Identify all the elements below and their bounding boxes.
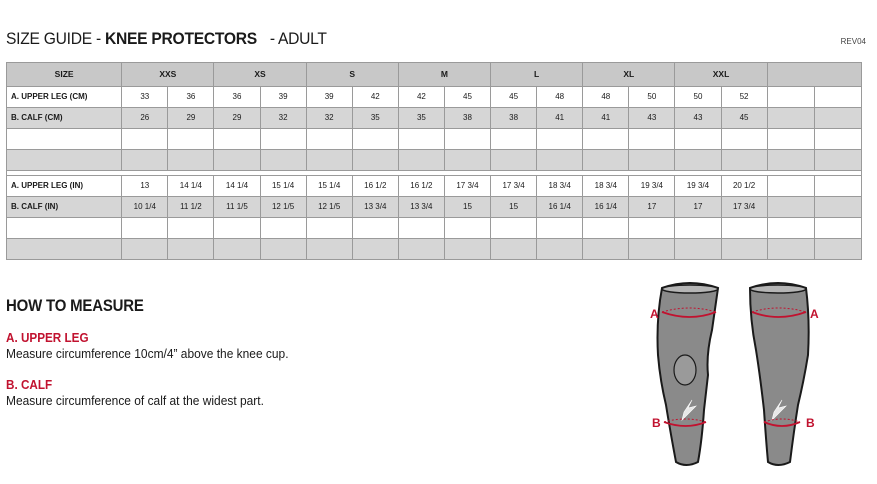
table-cell: 29: [214, 108, 260, 129]
row-label: A. UPPER LEG (CM): [7, 87, 122, 108]
title-audience: - ADULT: [269, 29, 327, 48]
table-cell: 11 1/5: [214, 197, 260, 218]
table-cell-empty: [767, 197, 814, 218]
table-cell-empty: [767, 150, 814, 171]
row-label: B. CALF (IN): [7, 197, 122, 218]
table-row-calf-cm: [7, 108, 862, 129]
table-cell-empty: [814, 197, 861, 218]
table-cell-empty: [814, 150, 861, 171]
table-cell: 12 1/5: [306, 197, 352, 218]
calf-heading: B. CALF: [6, 377, 53, 392]
table-cell: 29: [168, 108, 214, 129]
table-cell-empty: [629, 150, 675, 171]
table-cell-empty: [398, 150, 444, 171]
table-cell-empty: [583, 150, 629, 171]
table-cell-empty: [767, 218, 814, 239]
table-cell-empty: [491, 129, 537, 150]
table-cell-empty: [767, 108, 814, 129]
title-row: [6, 29, 866, 51]
table-cell: 45: [491, 87, 537, 108]
table-cell-empty: [814, 108, 861, 129]
table-cell: 16 1/4: [583, 197, 629, 218]
table-cell-empty: [767, 176, 814, 197]
table-cell-empty: [444, 218, 490, 239]
table-cell-empty: [168, 218, 214, 239]
size-col-m: M: [398, 63, 490, 87]
title-product: KNEE PROTECTORS: [104, 29, 257, 48]
table-cell-empty: [352, 239, 398, 260]
table-cell: 14 1/4: [214, 176, 260, 197]
table-cell: 45: [444, 87, 490, 108]
table-cell-empty: [122, 239, 168, 260]
calf-text: Measure circumference of calf at the widest part.: [6, 393, 264, 408]
table-row-calf-in: [7, 197, 862, 218]
table-cell: 50: [675, 87, 721, 108]
table-cell-empty: [306, 150, 352, 171]
table-cell-empty: [675, 150, 721, 171]
table-cell-empty: [260, 218, 306, 239]
row-label: B. CALF (CM): [7, 108, 122, 129]
table-cell: 17: [629, 197, 675, 218]
knee-protector-diagram-icon: [640, 280, 830, 470]
table-cell: 20 1/2: [721, 176, 767, 197]
table-cell: 13 3/4: [398, 197, 444, 218]
table-cell: 43: [675, 108, 721, 129]
table-cell-empty: [537, 239, 583, 260]
table-cell: 14 1/4: [168, 176, 214, 197]
title-guide: SIZE GUIDE -: [6, 29, 105, 48]
table-row-blank: [7, 218, 862, 239]
table-cell: 48: [583, 87, 629, 108]
table-cell-empty: [352, 150, 398, 171]
table-cell-empty: [814, 87, 861, 108]
table-header-row: [7, 63, 862, 87]
table-cell-empty: [7, 150, 122, 171]
table-cell-empty: [814, 218, 861, 239]
table-cell-empty: [7, 218, 122, 239]
upper-leg-text: Measure circumference 10cm/4” above the knee cup.: [6, 346, 289, 361]
table-cell: 12 1/5: [260, 197, 306, 218]
table-cell-empty: [629, 239, 675, 260]
table-cell-empty: [306, 218, 352, 239]
revision-code: REV04: [840, 37, 866, 46]
table-cell: 17 3/4: [491, 176, 537, 197]
table-cell: 17 3/4: [721, 197, 767, 218]
table-cell-empty: [260, 150, 306, 171]
table-row-blank: [7, 129, 862, 150]
table-cell-empty: [168, 150, 214, 171]
table-cell-empty: [214, 218, 260, 239]
table-row-upper-leg-in: [7, 176, 862, 197]
size-col-empty: [767, 63, 861, 87]
row-label: A. UPPER LEG (IN): [7, 176, 122, 197]
table-cell-empty: [398, 239, 444, 260]
table-cell: 52: [721, 87, 767, 108]
table-cell-empty: [122, 218, 168, 239]
table-cell-empty: [583, 239, 629, 260]
table-cell: 15: [491, 197, 537, 218]
table-cell-empty: [583, 129, 629, 150]
table-cell-empty: [767, 239, 814, 260]
table-cell-empty: [260, 239, 306, 260]
table-cell: 45: [721, 108, 767, 129]
table-cell-empty: [491, 218, 537, 239]
table-cell-empty: [7, 239, 122, 260]
table-cell: 42: [398, 87, 444, 108]
table-cell-empty: [214, 239, 260, 260]
table-cell-empty: [675, 129, 721, 150]
table-cell-empty: [721, 150, 767, 171]
table-cell: 35: [352, 108, 398, 129]
table-row-blank: [7, 150, 862, 171]
label-b-front: B: [652, 416, 661, 430]
table-cell-empty: [122, 129, 168, 150]
table-cell-empty: [444, 150, 490, 171]
table-cell-empty: [214, 150, 260, 171]
table-cell-empty: [767, 87, 814, 108]
size-col-s: S: [306, 63, 398, 87]
table-cell-empty: [168, 129, 214, 150]
table-cell-empty: [814, 239, 861, 260]
table-cell-empty: [444, 239, 490, 260]
table-cell: 39: [306, 87, 352, 108]
calf-instruction: [6, 377, 426, 408]
size-col-xl: XL: [583, 63, 675, 87]
table-cell: 18 3/4: [583, 176, 629, 197]
how-to-measure-title: HOW TO MEASURE: [6, 296, 144, 315]
table-cell: 17 3/4: [444, 176, 490, 197]
table-cell-empty: [491, 150, 537, 171]
table-cell-empty: [398, 218, 444, 239]
table-cell: 11 1/2: [168, 197, 214, 218]
table-cell-empty: [721, 239, 767, 260]
label-b-rear: B: [806, 416, 815, 430]
upper-leg-heading: A. UPPER LEG: [6, 330, 89, 345]
table-cell-empty: [721, 129, 767, 150]
table-cell-empty: [629, 129, 675, 150]
table-cell: 13 3/4: [352, 197, 398, 218]
table-cell: 39: [260, 87, 306, 108]
table-cell-empty: [444, 129, 490, 150]
table-cell: 16 1/2: [352, 176, 398, 197]
table-cell-empty: [767, 129, 814, 150]
table-cell: 18 3/4: [537, 176, 583, 197]
table-cell-empty: [491, 239, 537, 260]
size-col-xs: XS: [214, 63, 306, 87]
size-col-l: L: [491, 63, 583, 87]
table-cell-empty: [675, 218, 721, 239]
table-cell: 13: [122, 176, 168, 197]
table-cell: 43: [629, 108, 675, 129]
table-cell: 19 3/4: [629, 176, 675, 197]
table-cell-empty: [583, 218, 629, 239]
table-cell-empty: [352, 129, 398, 150]
table-cell: 41: [583, 108, 629, 129]
table-cell: 32: [306, 108, 352, 129]
table-cell-empty: [537, 218, 583, 239]
table-cell-empty: [306, 239, 352, 260]
table-row-upper-leg-cm: [7, 87, 862, 108]
table-cell-empty: [629, 218, 675, 239]
table-cell-empty: [7, 129, 122, 150]
table-cell-empty: [721, 218, 767, 239]
table-cell-empty: [537, 129, 583, 150]
table-cell-empty: [352, 218, 398, 239]
table-cell: 19 3/4: [675, 176, 721, 197]
table-cell: 36: [214, 87, 260, 108]
table-cell-empty: [814, 176, 861, 197]
table-cell: 50: [629, 87, 675, 108]
table-cell-empty: [537, 150, 583, 171]
table-cell: 42: [352, 87, 398, 108]
upper-leg-instruction: [6, 330, 426, 361]
table-cell: 35: [398, 108, 444, 129]
table-cell: 38: [444, 108, 490, 129]
table-cell: 38: [491, 108, 537, 129]
table-cell: 15 1/4: [260, 176, 306, 197]
table-cell-empty: [814, 129, 861, 150]
table-cell: 16 1/4: [537, 197, 583, 218]
table-cell: 41: [537, 108, 583, 129]
table-cell-empty: [168, 239, 214, 260]
table-cell: 15 1/4: [306, 176, 352, 197]
table-cell: 33: [122, 87, 168, 108]
table-cell-empty: [122, 150, 168, 171]
table-cell: 15: [444, 197, 490, 218]
size-col-xxs: XXS: [122, 63, 214, 87]
table-cell: 26: [122, 108, 168, 129]
label-a-rear: A: [810, 307, 819, 321]
how-to-measure: [6, 296, 426, 408]
label-a-front: A: [650, 307, 659, 321]
table-cell: 17: [675, 197, 721, 218]
table-cell: 36: [168, 87, 214, 108]
table-cell: 48: [537, 87, 583, 108]
table-row-blank: [7, 239, 862, 260]
table-cell: 16 1/2: [398, 176, 444, 197]
table-cell-empty: [398, 129, 444, 150]
table-cell-empty: [260, 129, 306, 150]
table-cell: 10 1/4: [122, 197, 168, 218]
size-table: [6, 62, 862, 260]
table-cell-empty: [675, 239, 721, 260]
table-cell-empty: [214, 129, 260, 150]
size-col-xxl: XXL: [675, 63, 767, 87]
size-header: SIZE: [7, 63, 122, 87]
knee-protector-diagram: [640, 280, 830, 470]
table-cell: 32: [260, 108, 306, 129]
table-cell-empty: [306, 129, 352, 150]
page-title: [6, 29, 797, 49]
